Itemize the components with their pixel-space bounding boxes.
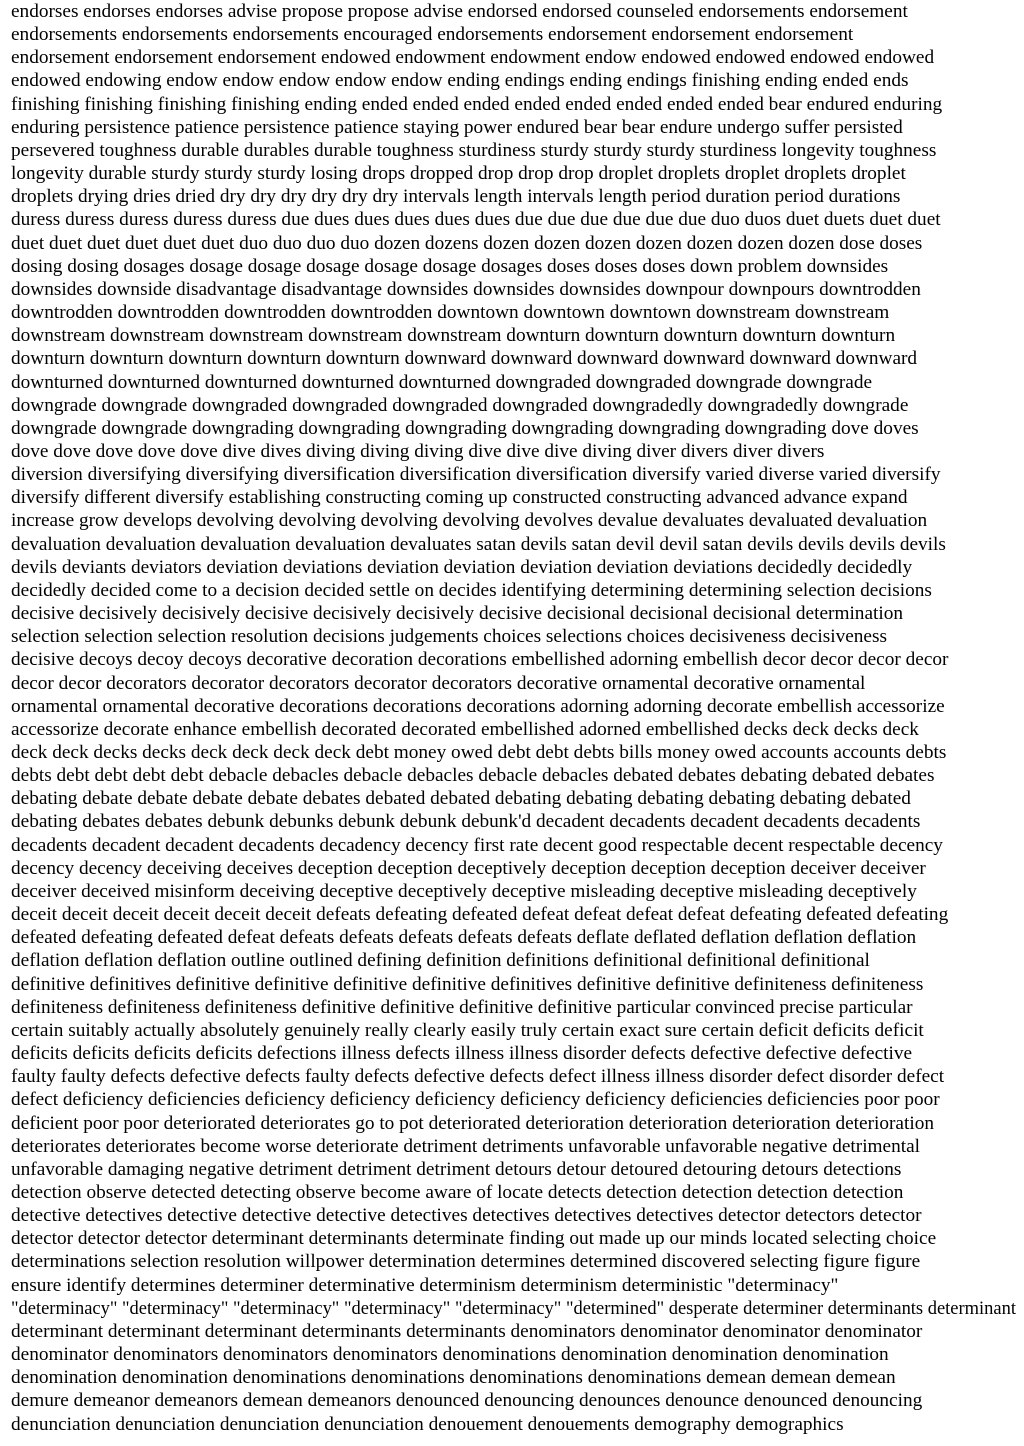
text-line: denomination denomination denominations denominations denominations denominations demean demean demean [11, 1367, 896, 1389]
text-line: deficits deficits deficits deficits defections illness defects illness illness disorder defects defective defective defective [11, 1043, 913, 1065]
text-line: endorses endorses endorses advise propose propose advise endorsed endorsed counseled endorsements endorsement [11, 1, 908, 22]
text-line: diversify different diversify establishing constructing coming up constructed constructing advanced advance expand [11, 487, 908, 509]
text-line: droplets drying dries dried dry dry dry dry dry dry intervals length intervals length period duration period durations [11, 186, 901, 208]
text-line: detector detector detector determinant determinants determinate finding out made up our minds located selecting choice [11, 1228, 937, 1250]
text-line: downgrade downgrade downgrading downgrading downgrading downgrading downgrading downgrading dove doves [11, 417, 919, 439]
text-line: dove dove dove dove dove dive dives diving diving diving dive dive dive diving diver divers diver divers [11, 440, 825, 462]
text-line: downturned downturned downturned downturned downturned downgraded downgraded downgrade downgrade [11, 371, 873, 393]
text-line: decidedly decided come to a decision decided settle on decides identifying determining determining selection decisions [11, 579, 932, 601]
text-line: deck deck decks decks deck deck deck deck debt money owed debt debt debts bills money owed accounts accounts debts [11, 742, 947, 763]
text-line: denominator denominators denominators denominators denominations denomination denomination denomination [11, 1344, 889, 1366]
text-line: enduring persistence patience persistence patience staying power endured bear bear endure undergo suffer persisted [11, 116, 903, 138]
text-line: decisive decisively decisively decisive decisively decisively decisive decisional decisional decisional determination [11, 603, 903, 625]
text-line: downtrodden downtrodden downtrodden downtrodden downtown downtown downtown downstream downstream [11, 302, 890, 324]
text-line: endorsements endorsements endorsements encouraged endorsements endorsement endorsement endorsement [11, 24, 854, 46]
text-line: defeated defeating defeated defeat defeats defeats defeats defeats defeats deflate deflated deflation deflation deflation [11, 927, 917, 949]
text-line: deficient poor poor deteriorated deteriorates go to pot deteriorated deterioration deterioration deterioration deterioration [11, 1112, 934, 1134]
text-line: ensure identify determines determiner determinative determinism determinism deterministic "determinacy" [11, 1274, 839, 1296]
text-line: "determinacy" "determinacy" "determinacy" "determinacy" "determinacy" "determined" desperate determiner determinants determinant [11, 1297, 1016, 1319]
text-line: devils deviants deviators deviation deviations deviation deviation deviation deviation deviations decidedly decidedly [11, 556, 913, 578]
text-line: deceit deceit deceit deceit deceit deceit defeats defeating defeated defeat defeat defeat defeat defeating defeated defeating [11, 904, 949, 926]
text-line: defect deficiency deficiencies deficiency deficiency deficiency deficiency deficiency deficiencies deficiencies poor poor [11, 1089, 940, 1111]
text-line: duet duet duet duet duet duet duo duo duo duo dozen dozens dozen dozen dozen dozen dozen dozen dozen dose doses [11, 232, 923, 254]
text-line: duress duress duress duress duress due dues dues dues dues dues due due due due due due duo duos duet duets duet duet [11, 209, 941, 231]
text-line: unfavorable damaging negative detriment detriment detriment detours detour detoured detouring detours detections [11, 1158, 902, 1180]
text-line: debts debt debt debt debt debacle debacles debacle debacles debacle debacles debated debates debating debated debates [11, 765, 935, 787]
text-line: definiteness definiteness definiteness definitive definitive definitive definitive particular convinced precise particular [11, 996, 913, 1018]
text-line: faulty faulty defects defective defects faulty defects defective defects defect illness illness disorder defect disorder defect [11, 1066, 945, 1088]
text-line: downgrade downgrade downgraded downgraded downgraded downgraded downgradedly downgradedly downgrade [11, 394, 909, 416]
text-line: definitive definitives definitive definitive definitive definitive definitives definitive definitive definiteness definiteness [11, 973, 924, 995]
text-line: deteriorates deteriorates become worse deteriorate detriment detriments unfavorable unfavorable negative detrimental [11, 1135, 921, 1157]
text-line: determinations selection resolution willpower determination determines determined discovered selecting figure figure [11, 1251, 921, 1273]
text-line: downturn downturn downturn downturn downturn downward downward downward downward downward downward [11, 348, 918, 370]
text-line: endowed endowing endow endow endow endow endow ending endings ending endings finishing ending ended ends [11, 70, 909, 92]
text-line: ornamental ornamental decorative decorations decorations decorations adorning adorning decorate embellish accessorize [11, 695, 945, 717]
text-line: endorsement endorsement endorsement endowed endowment endowment endow endowed endowed endowed endowed [11, 47, 935, 69]
text-line: detective detectives detective detective detective detectives detectives detectives detectives detector detectors detector [11, 1205, 922, 1227]
text-line: increase grow develops devolving devolving devolving devolving devolves devalue devaluates devaluated devaluation [11, 510, 928, 532]
text-line: deflation deflation deflation outline outlined defining definition definitions definitional definitional definitional [11, 950, 870, 972]
text-line: decor decor decorators decorator decorators decorator decorators decorative ornamental decorative ornamental [11, 672, 866, 694]
text-line: downsides downside disadvantage disadvantage downsides downsides downsides downpour downpours downtrodden [11, 278, 921, 300]
text-line: persevered toughness durable durables durable toughness sturdiness sturdy sturdy sturdy sturdiness longevity toughness [11, 139, 937, 161]
text-line: downstream downstream downstream downstream downstream downturn downturn downturn downturn downturn [11, 325, 896, 347]
text-line: finishing finishing finishing finishing ending ended ended ended ended ended ended ended ended bear endured enduring [11, 93, 943, 115]
text-line: demure demeanor demeanors demean demeanors denounced denouncing denounces denounce denounced denouncing [11, 1390, 923, 1412]
text-line: decisive decoys decoy decoys decorative decoration decorations embellished adorning embellish decor decor decor decor [11, 649, 949, 671]
text-line: selection selection selection resolution decisions judgements choices selections choices decisiveness decisiveness [11, 626, 887, 648]
text-line: debating debate debate debate debate debates debated debated debating debating debating debating debating debated [11, 788, 911, 810]
text-line: certain suitably actually absolutely genuinely really clearly easily truly certain exact sure certain deficit deficits deficit [11, 1019, 924, 1041]
text-line: deceiver deceived misinform deceiving deceptive deceptively deceptive misleading deceptive misleading deceptively [11, 880, 917, 902]
text-line: dosing dosing dosages dosage dosage dosage dosage dosage dosages doses doses doses down problem downsides [11, 255, 889, 277]
text-line: debating debates debates debunk debunks debunk debunk debunk'd decadent decadents decadent decadents decadents [11, 811, 921, 833]
text-line: accessorize decorate enhance embellish decorated decorated embellished adorned embellished decks deck decks deck [11, 718, 919, 740]
text-line: determinant determinant determinant determinants determinants denominators denominator denominator denominator [11, 1320, 923, 1342]
text-line: diversion diversifying diversifying diversification diversification diversification diversify varied diverse varied diversify [11, 464, 941, 486]
text-line: decency decency deceiving deceives deception deception deceptively deception deception deception deceiver deceiver [11, 857, 926, 879]
text-line: devaluation devaluation devaluation devaluation devaluates satan devils satan devil devil satan devils devils devils devils [11, 533, 946, 555]
text-line: denunciation denunciation denunciation denunciation denouement denouements demography demographics [11, 1413, 844, 1435]
text-line: longevity durable sturdy sturdy sturdy losing drops dropped drop drop drop droplet droplets droplet droplets droplet [11, 163, 906, 185]
text-line: decadents decadent decadent decadents decadency decency first rate decent good respectable decent respectable decency [11, 834, 943, 856]
text-line: detection observe detected detecting observe become aware of locate detects detection detection detection detection [11, 1181, 904, 1203]
